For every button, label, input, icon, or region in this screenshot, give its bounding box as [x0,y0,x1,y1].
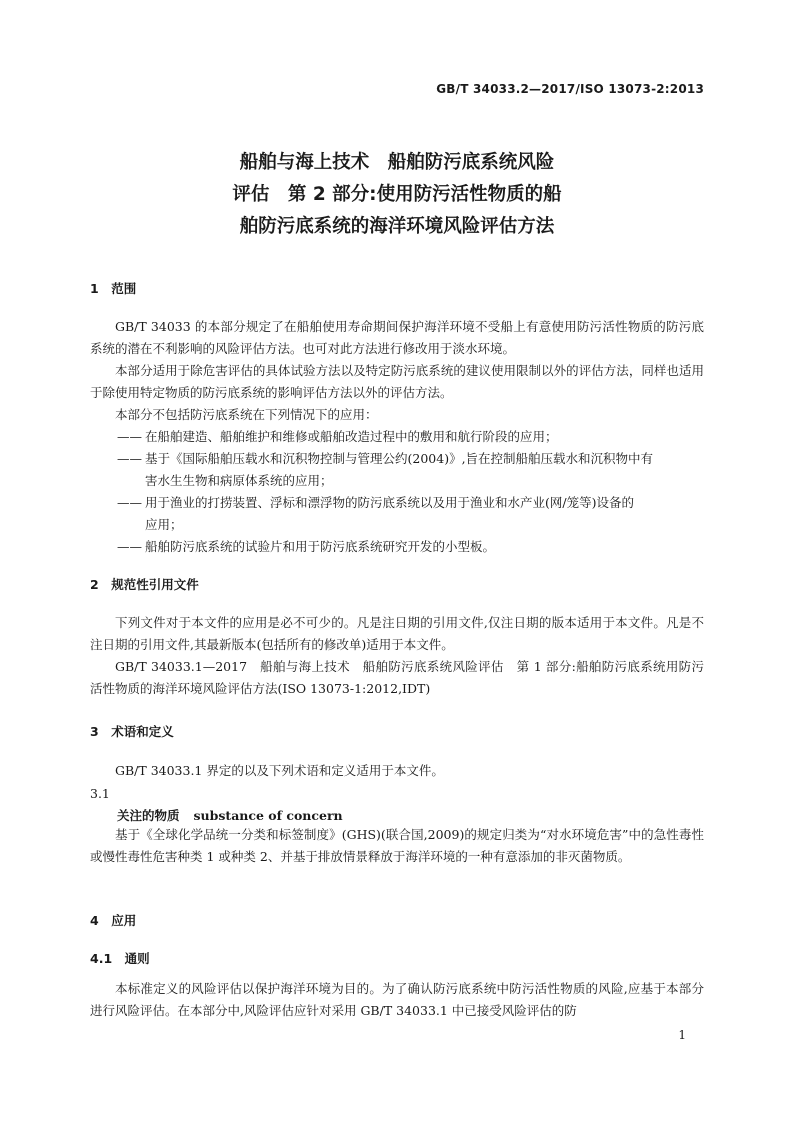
section-1-paragraph-2: 本部分适用于除危害评估的具体试验方法以及特定防污底系统的建议使用限制以外的评估方法，同样也适用于除使用特定物质的防污底系统的影响评估方法以外的评估方法。 [90,363,704,400]
list-item-4 [117,536,704,558]
section-3-paragraph-1: GB/T 34033.1 界定的以及下列术语和定义适用于本文件。 [115,763,444,778]
list-item-4-text: 船舶防污底系统的试验片和用于防污底系统研究开发的小型板。 [145,539,496,554]
section-4-heading: 4 应用 [90,913,137,928]
section-1-paragraph-3: 本部分不包括防污底系统在下列情况下的应用： [115,407,378,422]
document-title [0,147,794,243]
list-item-2-text-b: 害水生生物和病原体系统的应用； [145,473,333,488]
term-english: substance of concern [193,808,343,823]
section-1-paragraph-1: GB/T 34033 的本部分规定了在船舶使用寿命期间保护海洋环境不受船上有意使用防污活性物质的防污底系统的潜在不利影响的风险评估方法。也可对此方法进行修改用于淡水环境。 [90,319,704,356]
section-1-heading: 1 范围 [90,281,137,296]
title-line-1: 船舶与海上技术 船舶防污底系统风险 [239,152,555,173]
dash-marker: —— [117,495,142,510]
list-item-3-text-b: 应用； [145,517,183,532]
section-2-reference: GB/T 34033.1—2017 船舶与海上技术 船舶防污底系统风险评估 第 1 部分:船舶防污底系统用防污活性物质的海洋环境风险评估方法(ISO 13073-1:2012,IDT) [90,659,704,696]
section-4-1-heading: 4.1 通则 [90,951,150,966]
section-2-heading: 2 规范性引用文件 [90,577,199,592]
dash-marker: —— [117,429,142,444]
term-number: 3.1 [90,786,110,801]
term-definition: 基于《全球化学品统一分类和标签制度》(GHS)(联合国,2009)的规定归类为“对水环境危害”中的急性毒性或慢性毒性危害种类 1 或种类 2、并基于排放情景释放于海洋环境的一种有意添加的非灭菌物质。 [90,827,704,864]
dash-marker: —— [117,539,142,554]
list-item-1-text: 在船舶建造、船舶维护和维修或船舶改造过程中的敷用和航行阶段的应用； [145,429,558,444]
page-number: 1 [678,1028,686,1042]
list-item-3-text-a: 用于渔业的打捞装置、浮标和漂浮物的防污底系统以及用于渔业和水产业(网/笼等)设备的 [145,495,634,510]
section-2-paragraph-1: 下列文件对于本文件的应用是必不可少的。凡是注日期的引用文件,仅注日期的版本适用于本文件。凡是不注日期的引用文件,其最新版本(包括所有的修改单)适用于本文件。 [90,615,704,652]
standard-code: GB/T 34033.2—2017/ISO 13073-2:2013 [436,82,704,96]
title-line-2: 评估 第 2 部分:使用防污活性物质的船 [232,184,562,205]
section-3-heading: 3 术语和定义 [90,724,174,739]
list-item-1 [117,426,704,448]
list-item-2-text-a: 基于《国际船舶压载水和沉积物控制与管理公约(2004)》,旨在控制船舶压载水和沉积物中有 [145,451,654,466]
dash-marker: —— [117,451,142,466]
list-item-3 [117,492,704,536]
section-4-1-paragraph-1: 本标准定义的风险评估以保护海洋环境为目的。为了确认防污底系统中防污活性物质的风险,应基于本部分进行风险评估。在本部分中,风险评估应针对采用 GB/T 34033.1 中已接受风险评估的防 [90,981,704,1018]
term-entry [117,806,343,824]
list-item-2 [117,448,704,492]
term-chinese: 关注的物质 [117,808,180,823]
title-line-3: 舶防污底系统的海洋环境风险评估方法 [239,216,555,237]
